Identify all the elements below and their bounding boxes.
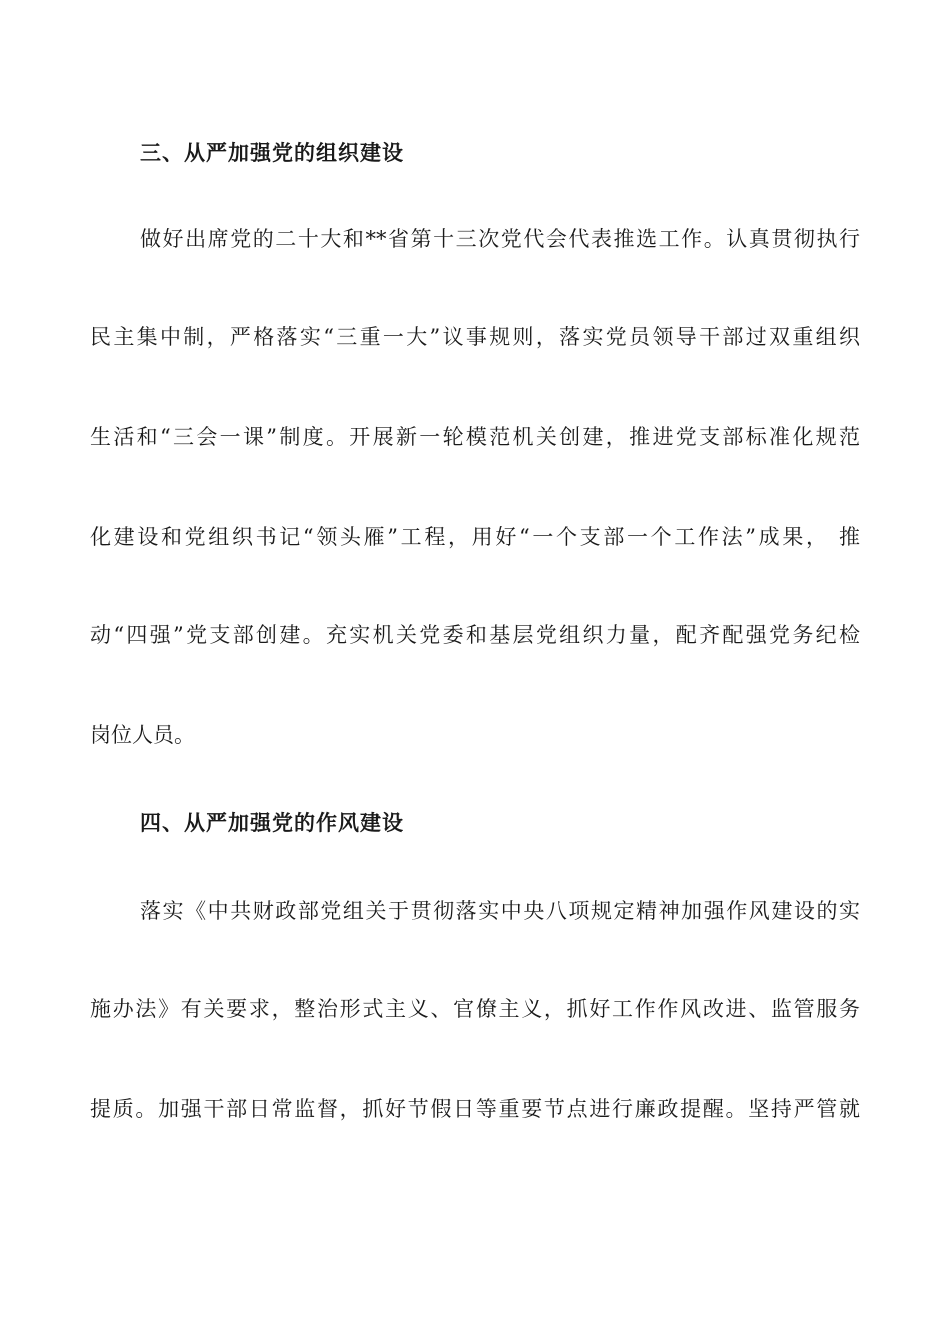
section-3-paragraph-line: 做好出席党的二十大和**省第十三次党代会代表推选工作。认真贯彻执行 — [140, 227, 860, 251]
section-3-paragraph-line: 岗位人员。 — [90, 723, 195, 747]
section-4-heading: 四、从严加强党的作风建设 — [140, 810, 404, 835]
section-3-paragraph-line: 动“四强”党支部创建。充实机关党委和基层党组织力量，配齐配强党务纪检 — [90, 623, 860, 647]
section-3-heading: 三、从严加强党的组织建设 — [140, 140, 404, 165]
section-3-paragraph-line: 生活和“三会一课”制度。开展新一轮模范机关创建，推进党支部标准化规范 — [90, 425, 860, 449]
section-4-paragraph-line: 施办法》有关要求，整治形式主义、官僚主义，抓好工作作风改进、监管服务 — [90, 997, 860, 1021]
section-4-paragraph-line: 落实《中共财政部党组关于贯彻落实中央八项规定精神加强作风建设的实 — [140, 899, 860, 923]
section-3-paragraph-line: 化建设和党组织书记“领头雁”工程，用好“一个支部一个工作法”成果， 推 — [90, 525, 860, 549]
section-4-paragraph-line: 提质。加强干部日常监督，抓好节假日等重要节点进行廉政提醒。坚持严管就 — [90, 1097, 860, 1121]
section-3-paragraph-line: 民主集中制，严格落实“三重一大”议事规则，落实党员领导干部过双重组织 — [90, 325, 860, 349]
